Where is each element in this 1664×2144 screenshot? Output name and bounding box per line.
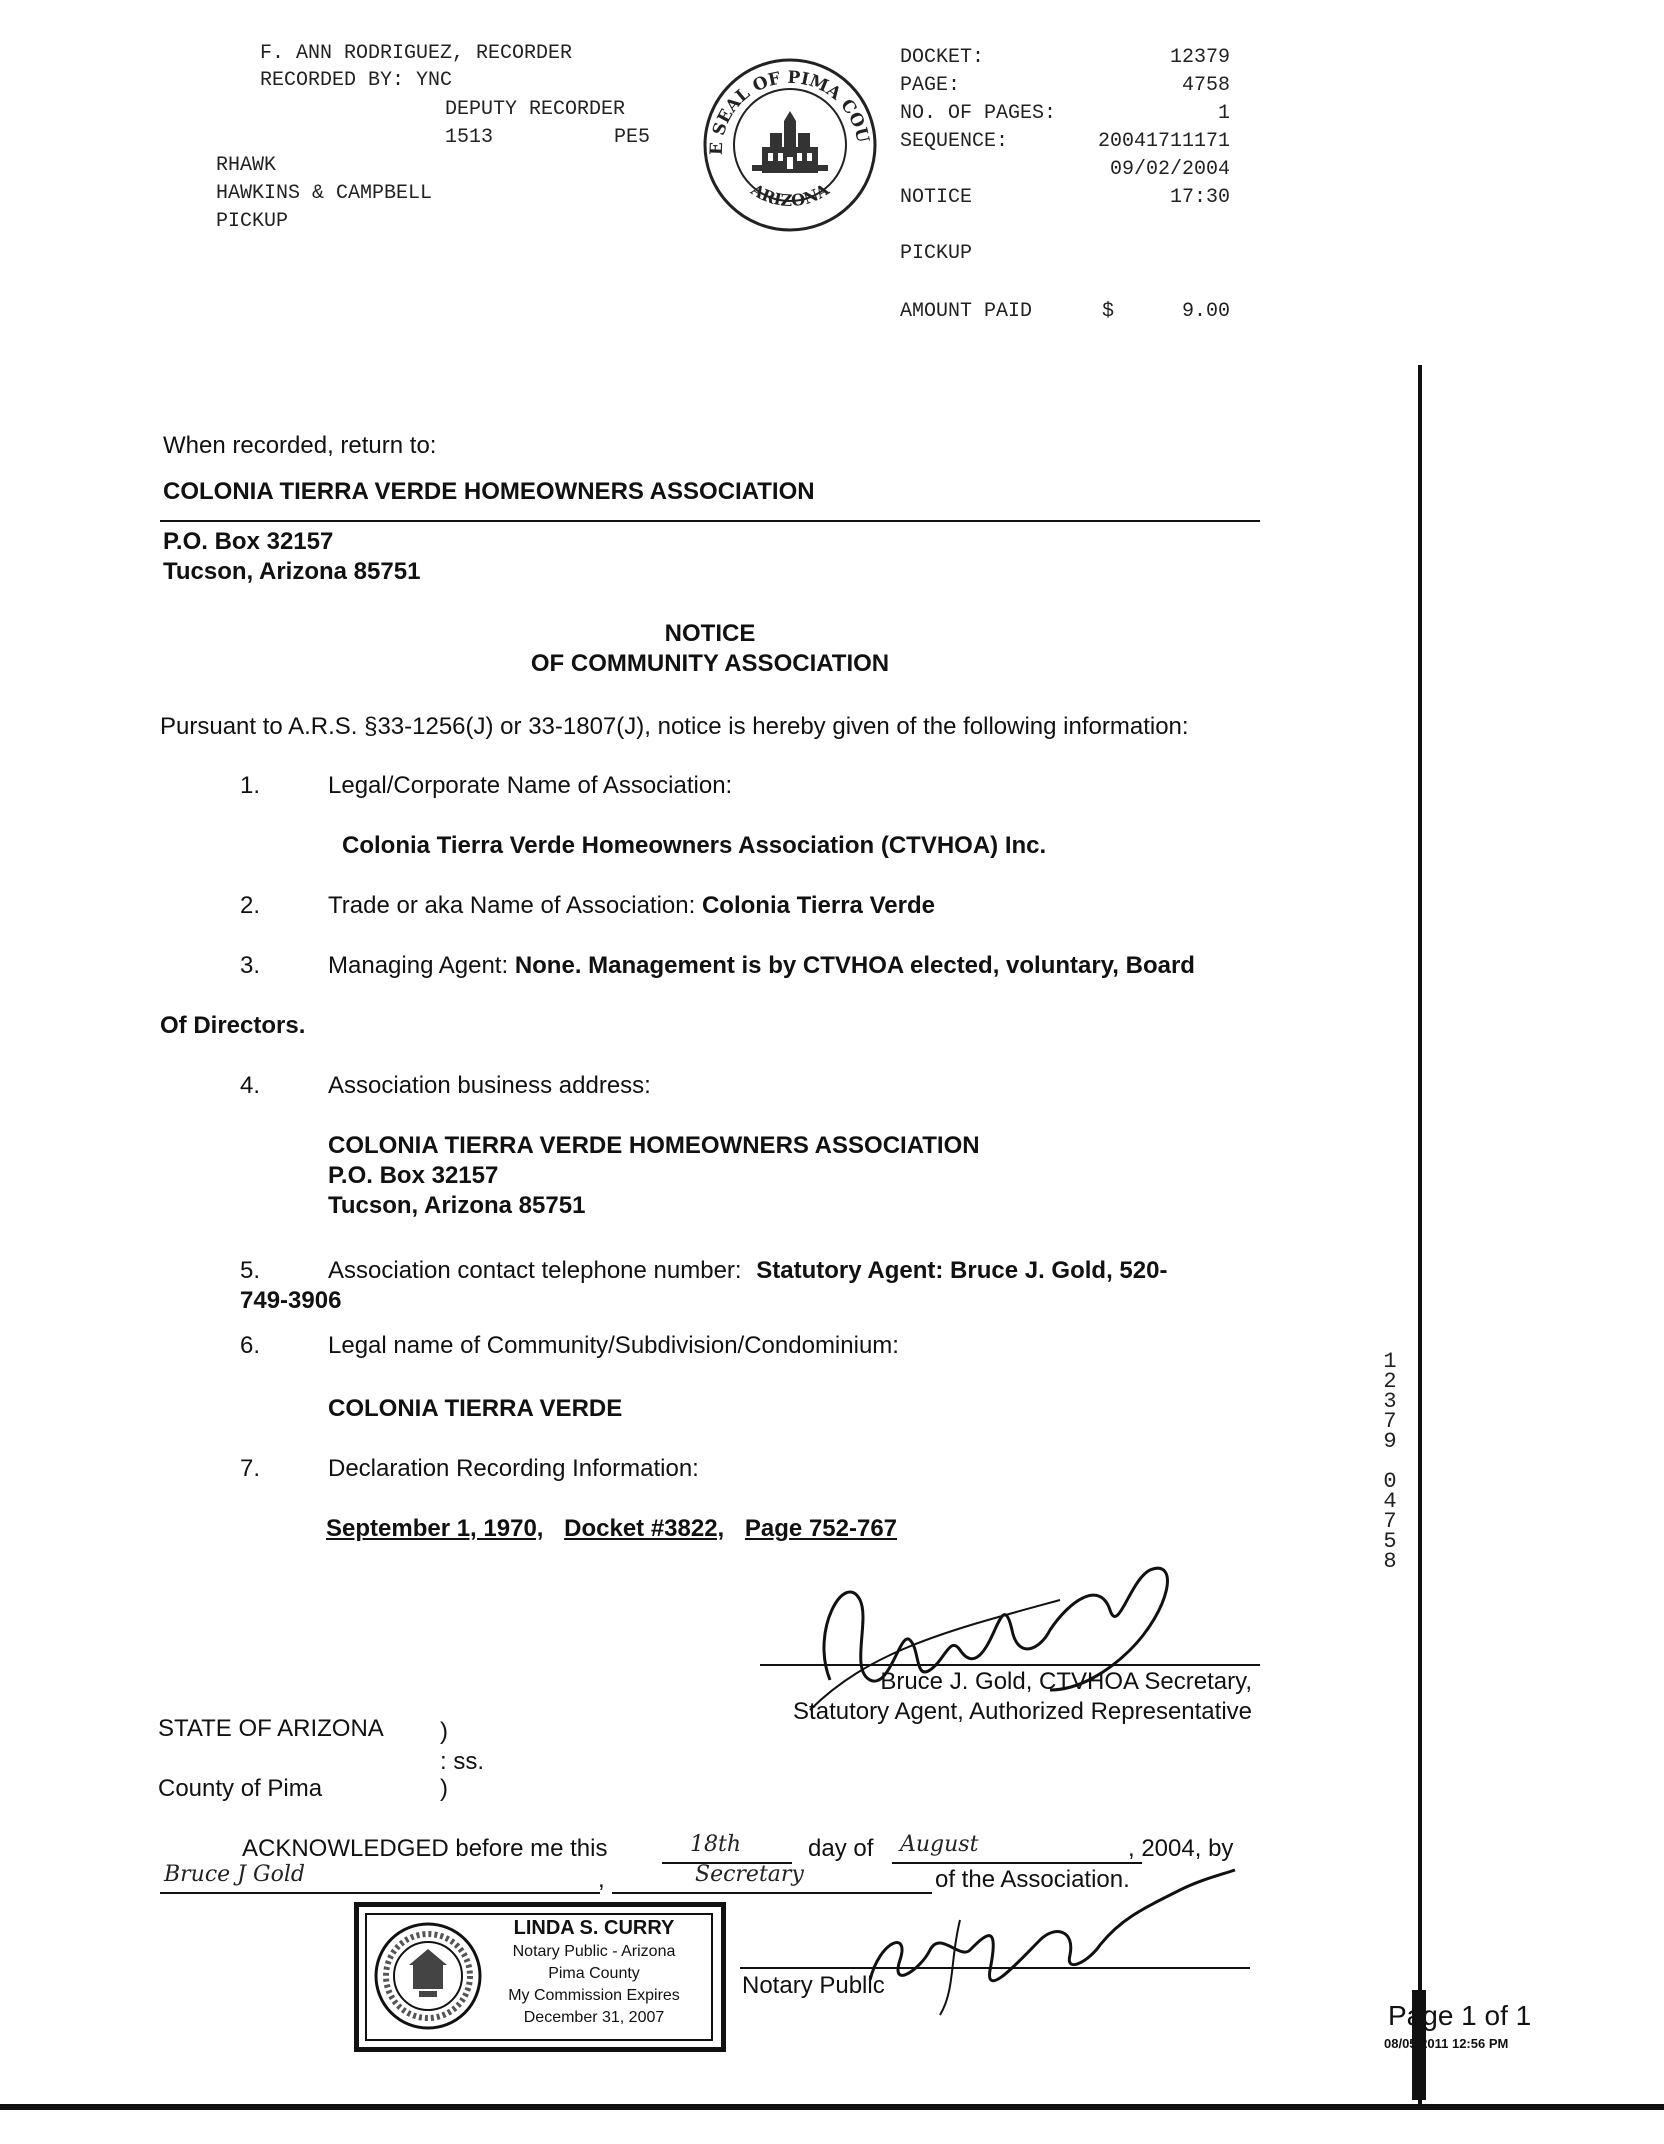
vertical-digit-1: 1 bbox=[1383, 1349, 1397, 1374]
ack-name-line bbox=[160, 1892, 600, 1894]
item-5-label: Association contact telephone number: bbox=[328, 1257, 742, 1284]
item-7-label: Declaration Recording Information: bbox=[328, 1455, 699, 1482]
return-to-box: P.O. Box 32157 bbox=[163, 528, 334, 555]
item-3-value: None. Management is by CTVHOA elected, voluntary, Board bbox=[514, 952, 1195, 979]
ack-text-1: ACKNOWLEDGED before me this bbox=[242, 1835, 608, 1862]
ack-month-handwritten: August bbox=[900, 1832, 979, 1857]
docket-value: 12379 bbox=[1169, 46, 1230, 69]
vertical-digit-3: 3 bbox=[1383, 1389, 1397, 1414]
notary-stamp-line-1: Notary Public - Arizona bbox=[512, 1943, 676, 1960]
agent-line-3: PICKUP bbox=[216, 210, 289, 233]
ack-text-3: , 2004, by bbox=[1128, 1835, 1234, 1862]
item-7-docket: Docket #3822, bbox=[564, 1515, 725, 1542]
item-5-value: Statutory Agent: Bruce J. Gold, 520- bbox=[756, 1257, 1168, 1284]
venue-state: STATE OF ARIZONA bbox=[158, 1715, 384, 1742]
item-4-org: COLONIA TIERRA VERDE HOMEOWNERS ASSOCIATION bbox=[328, 1132, 980, 1159]
svg-text:ARIZONA bbox=[747, 179, 833, 210]
item-3-label: Managing Agent: bbox=[328, 952, 509, 979]
docket-label: DOCKET: bbox=[900, 46, 985, 69]
vertical-digit-8: 7 bbox=[1383, 1509, 1397, 1534]
return-to-org: COLONIA TIERRA VERDE HOMEOWNERS ASSOCIATION bbox=[163, 478, 815, 505]
recorder-code-2: PE5 bbox=[614, 126, 651, 149]
return-to-city: Tucson, Arizona 85751 bbox=[163, 558, 421, 585]
item-1-label: Legal/Corporate Name of Association: bbox=[328, 772, 733, 799]
item-1-number: 1. bbox=[240, 772, 261, 799]
pickup-label: PICKUP bbox=[900, 242, 973, 265]
pages-label: NO. OF PAGES: bbox=[900, 102, 1057, 125]
venue-ss: : ss. bbox=[440, 1748, 485, 1775]
item-3-number: 3. bbox=[240, 952, 261, 979]
item-3-row bbox=[328, 952, 1195, 980]
vertical-digit-9: 5 bbox=[1383, 1529, 1397, 1554]
ack-comma: , bbox=[598, 1866, 605, 1893]
seal-bottom-text: ARIZONA bbox=[747, 179, 833, 211]
ack-text-4: of the Association. bbox=[935, 1866, 1130, 1893]
item-3-value-continued: Of Directors. bbox=[160, 1012, 306, 1039]
venue-paren-open: ) bbox=[440, 1718, 448, 1745]
pages-value: 1 bbox=[1217, 102, 1230, 125]
vertical-digit-5: 9 bbox=[1383, 1429, 1397, 1454]
item-2-label: Trade or aka Name of Association: bbox=[328, 892, 696, 919]
signature-line bbox=[760, 1664, 1260, 1666]
sequence-label: SEQUENCE: bbox=[900, 130, 1009, 153]
vertical-digit-6: 0 bbox=[1383, 1469, 1397, 1494]
ack-name-handwritten: Bruce J Gold bbox=[164, 1862, 305, 1887]
footer-timestamp: 08/05/2011 12:56 PM bbox=[1384, 2036, 1509, 2051]
item-2-number: 2. bbox=[240, 892, 261, 919]
item-4-number: 4. bbox=[240, 1072, 261, 1099]
item-4-label: Association business address: bbox=[328, 1072, 651, 1099]
recorder-code-1: 1513 bbox=[445, 126, 494, 149]
county-seal-icon bbox=[700, 55, 880, 235]
recorder-name: F. ANN RODRIGUEZ, RECORDER bbox=[260, 42, 573, 65]
vertical-digit-10: 8 bbox=[1383, 1549, 1397, 1574]
amount-label: AMOUNT PAID bbox=[900, 300, 1033, 323]
recorded-date: 09/02/2004 bbox=[1109, 158, 1230, 181]
ack-day-handwritten: 18th bbox=[690, 1832, 742, 1857]
notary-stamp-line-3: My Commission Expires bbox=[508, 1987, 680, 2004]
item-7-number: 7. bbox=[240, 1455, 261, 1482]
item-2-value: Colonia Tierra Verde bbox=[701, 892, 935, 919]
item-4-city: Tucson, Arizona 85751 bbox=[328, 1192, 586, 1219]
page-label: PAGE: bbox=[900, 74, 961, 97]
notary-stamp-line-4: December 31, 2007 bbox=[523, 2009, 665, 2026]
item-7-row bbox=[326, 1515, 897, 1543]
notice-title: NOTICE bbox=[664, 620, 756, 647]
notice-subtitle: OF COMMUNITY ASSOCIATION bbox=[530, 650, 890, 677]
notary-signature-line bbox=[740, 1967, 1250, 1969]
footer-page-count: Page 1 of 1 bbox=[1388, 2000, 1532, 2031]
venue-paren-close: ) bbox=[440, 1775, 448, 1802]
item-2-row bbox=[328, 892, 935, 920]
return-to-divider bbox=[160, 520, 1260, 522]
ack-text-2: day of bbox=[808, 1835, 874, 1862]
notary-public-label: Notary Public bbox=[742, 1972, 885, 1999]
item-6-label: Legal name of Community/Subdivision/Condominium: bbox=[328, 1332, 899, 1359]
agent-line-1: RHAWK bbox=[216, 154, 277, 177]
item-5-row bbox=[328, 1257, 1167, 1285]
intro-text: Pursuant to A.R.S. §33-1256(J) or 33-1807(J), notice is hereby given of the following information: bbox=[160, 713, 1189, 740]
sequence-value: 20041711171 bbox=[1097, 130, 1230, 153]
item-4-box: P.O. Box 32157 bbox=[328, 1162, 499, 1189]
bottom-border bbox=[0, 2104, 1664, 2110]
state-seal-icon bbox=[373, 1921, 483, 2031]
agent-line-2: HAWKINS & CAMPBELL bbox=[216, 182, 433, 205]
notary-signature bbox=[840, 1860, 1240, 2020]
deputy-recorder: DEPUTY RECORDER bbox=[445, 98, 626, 121]
signature-name-line: Bruce J. Gold, CTVHOA Secretary, bbox=[880, 1668, 1252, 1695]
notary-stamp bbox=[354, 1902, 726, 2052]
ack-title-handwritten: Secretary bbox=[695, 1862, 804, 1887]
item-5-number: 5. bbox=[240, 1257, 261, 1284]
venue-county: County of Pima bbox=[158, 1775, 323, 1802]
right-margin-bar bbox=[1418, 365, 1422, 2105]
item-5-value-continued: 749-3906 bbox=[240, 1287, 342, 1314]
item-7-page: Page 752-767 bbox=[744, 1515, 898, 1542]
signature-title-line: Statutory Agent, Authorized Representative bbox=[793, 1698, 1252, 1725]
item-6-value: COLONIA TIERRA VERDE bbox=[328, 1395, 623, 1422]
notice-label: NOTICE bbox=[900, 186, 973, 209]
page-value: 4758 bbox=[1181, 74, 1230, 97]
amount-value: 9.00 bbox=[1181, 300, 1230, 323]
recorded-time: 17:30 bbox=[1169, 186, 1230, 209]
notary-stamp-line-2: Pima County bbox=[548, 1965, 640, 1982]
seal-top-text: E SEAL OF PIMA COU bbox=[706, 67, 873, 156]
vertical-digit-4: 7 bbox=[1383, 1409, 1397, 1434]
amount-currency: $ bbox=[1102, 300, 1115, 323]
item-7-date: September 1, 1970, bbox=[326, 1515, 544, 1542]
vertical-digit-7: 4 bbox=[1383, 1489, 1397, 1514]
notary-stamp-name: LINDA S. CURRY bbox=[513, 1917, 675, 1939]
vertical-digit-2: 2 bbox=[1383, 1369, 1397, 1394]
recorded-by: RECORDED BY: YNC bbox=[260, 69, 453, 92]
vertical-docket-number bbox=[1380, 1349, 1400, 1574]
return-to-label: When recorded, return to: bbox=[163, 432, 437, 459]
item-1-value: Colonia Tierra Verde Homeowners Association (CTVHOA) Inc. bbox=[342, 832, 1047, 859]
item-6-number: 6. bbox=[240, 1332, 261, 1359]
county-seal bbox=[700, 55, 880, 235]
